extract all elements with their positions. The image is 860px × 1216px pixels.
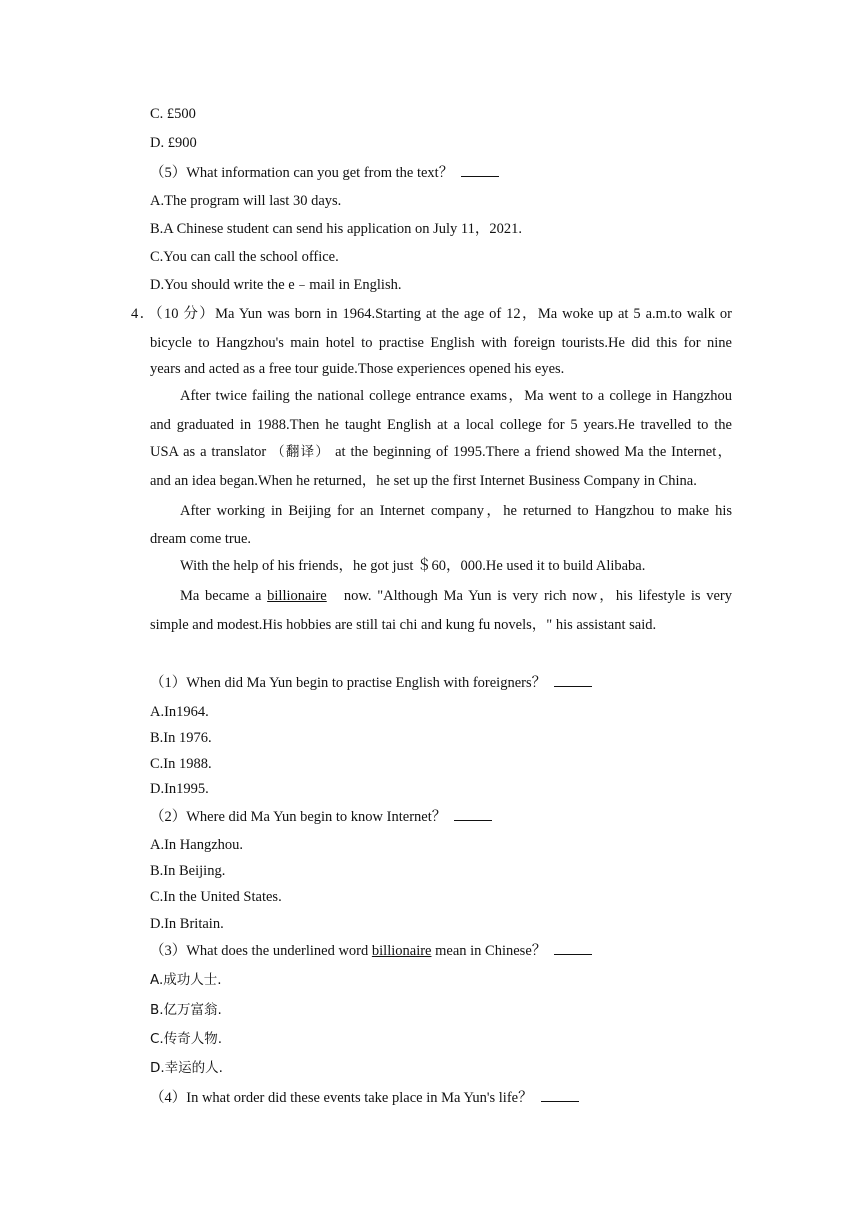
passage-text: Ma became a (180, 588, 262, 604)
question-2-stem (150, 808, 492, 826)
question-stem-text: （4）In what order did these events take place in Ma Yun's life？ (150, 1090, 533, 1106)
option-b: B.In Beijing. (150, 863, 226, 879)
underlined-word: billionaire (267, 588, 327, 604)
passage-line: simple and modest.His hobbies are still tai chi and kung fu novels，" his assistant said. (150, 617, 657, 633)
option-b: B.A Chinese student can send his application on July 11，2021. (150, 221, 522, 237)
option-a: A.In1964. (150, 704, 209, 720)
option-c: C. £500 (150, 106, 196, 122)
passage-line: dream come true. (150, 531, 252, 547)
question-stem-text: （1）When did Ma Yun begin to practise English with foreigners？ (150, 675, 547, 691)
passage-line: bicycle to Hangzhou's main hotel to practise English with foreign tourists.He did this for nine (150, 335, 732, 351)
passage-line (180, 587, 732, 605)
question-4-stem (150, 1089, 579, 1107)
passage-line: After twice failing the national college entrance exams，Ma went to a college in Hangzhou (180, 388, 732, 404)
passage-text: USA as a translator (150, 444, 267, 460)
question-number: 4． (131, 306, 156, 322)
answer-blank (554, 674, 592, 687)
passage-line: years and acted as a free tour guide.Those experiences opened his eyes. (150, 361, 565, 377)
option-b: B.In 1976. (150, 730, 212, 746)
option-d: D.幸运的人. (150, 1060, 223, 1076)
passage-line: After working in Beijing for an Internet company，he returned to Hangzhou to make his (180, 503, 732, 519)
passage-line (150, 443, 732, 461)
option-c: C.You can call the school office. (150, 249, 339, 265)
passage-line: and an idea began.When he returned，he set up the first Internet Business Company in China. (150, 473, 697, 489)
option-c: C.In the United States. (150, 889, 282, 905)
passage-gloss: （翻译） (271, 444, 331, 460)
passage-line: With the help of his friends，he got just ＄60，000.He used it to build Alibaba. (180, 558, 646, 574)
answer-blank (541, 1089, 579, 1102)
passage-line (131, 305, 732, 323)
option-d: D.In Britain. (150, 916, 224, 932)
question-5-stem (150, 164, 499, 182)
question-points: （10 分） (155, 306, 216, 322)
question-stem-text: （3）What does the underlined word (150, 943, 369, 959)
option-d: D. £900 (150, 135, 197, 151)
answer-blank (454, 808, 492, 821)
option-a: A.The program will last 30 days. (150, 193, 342, 209)
option-b: B.亿万富翁. (150, 1002, 222, 1018)
question-1-stem (150, 674, 592, 692)
option-d: D.In1995. (150, 781, 209, 797)
passage-text: at the beginning of 1995.There a friend showed Ma the Internet， (335, 444, 733, 460)
option-c: C.In 1988. (150, 756, 212, 772)
question-stem-text: （2）Where did Ma Yun begin to know Internet？ (150, 809, 447, 825)
passage-text: now. "Although Ma Yun is very rich now，his lifestyle is very (343, 588, 733, 604)
question-stem-text: （5）What information can you get from the text？ (150, 165, 454, 181)
question-stem-text: mean in Chinese？ (435, 943, 547, 959)
option-a: A.In Hangzhou. (150, 837, 244, 853)
passage-line: and graduated in 1988.Then he taught English at a local college for 5 years.He travelled to the (150, 417, 732, 433)
option-d: D.You should write the e﹣mail in English. (150, 277, 402, 293)
answer-blank (554, 942, 592, 955)
question-3-stem (150, 942, 592, 960)
passage-text: Ma Yun was born in 1964.Starting at the age of 12，Ma woke up at 5 a.m.to walk or (215, 306, 732, 322)
option-c: C.传奇人物. (150, 1031, 223, 1047)
option-a: A.成功人士. (150, 972, 222, 988)
underlined-word: billionaire (371, 943, 432, 959)
answer-blank (461, 164, 499, 177)
